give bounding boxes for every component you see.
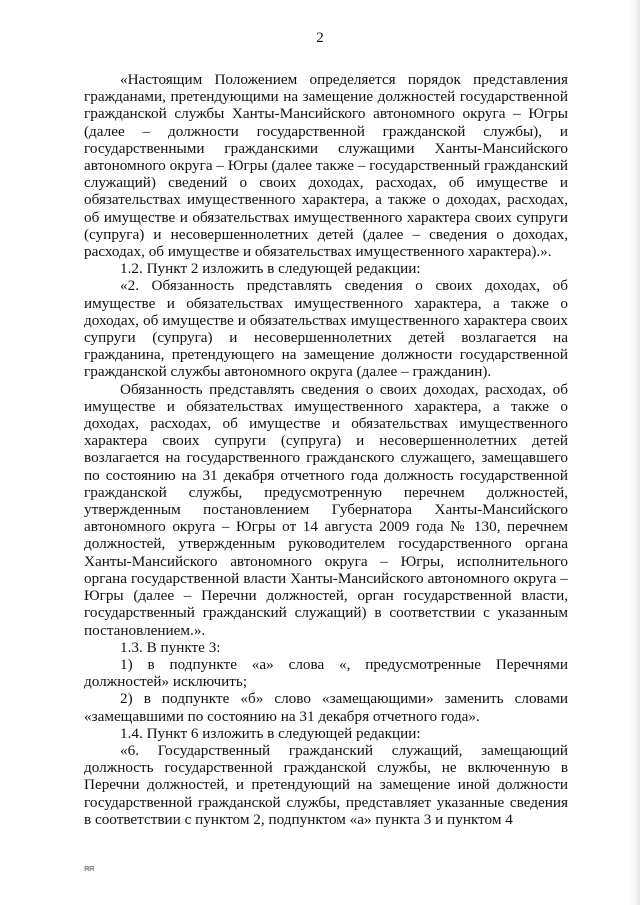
paragraph-point-6: «6. Государственный гражданский служащий, замещающий должность государственной гражданской службы, не включенную в Перечни должностей, и претендующий на замещение иной должности государственной гражданской службы, представляет указанные сведения в соответствии с пунктом 2, подпунктом «а» пункта 3 и пунктом 4 — [84, 741, 568, 828]
footer-mark: ЯЯ — [84, 866, 95, 873]
paragraph-subitem-2: 2) в подпункте «б» слово «замещающими» заменить словами «замещавшими по состоянию на 31 декабря отчетного года». — [84, 690, 568, 725]
paragraph-point-2-part-1: «2. Обязанность представлять сведения о своих доходах, об имуществе и обязательствах имущественного характера, а также о доходах, об имуществе и обязательствах имущественного характера своих супруги (супруга) и несовершеннолетних детей возлагается на гражданина, претендующего на замещение должности государственной гражданской службы автономного округа (далее – гражданин). — [84, 277, 568, 381]
paragraph-item-1-2: 1.2. Пункт 2 изложить в следующей редакции: — [120, 260, 421, 278]
paragraph-subitem-1: 1) в подпункте «а» слова «, предусмотренные Перечнями должностей» исключить; — [84, 655, 568, 691]
scan-edge-shadow — [630, 0, 640, 905]
page-number: 2 — [316, 30, 324, 46]
paragraph-point-2-part-2: Обязанность представлять сведения о своих доходах, расходах, об имуществе и обязательствах имущественного характера, а также о доходах, расходах, об имуществе и обязательствах имущественного характера своих супруги (супруга) и несовершеннолетних детей возлагается на государственного гражданского служащего, замещавшего по состоянию на 31 декабря отчетного года должность государственной гражданской службы, предусмотренную перечнем должностей, утвержденным постановлением Губернатора Ханты-Мансийского автономного округа – Югры от 14 августа 2009 года № 130, перечнем должностей, утвержденным руководителем государственного органа Ханты-Мансийского автономного округа – Югры, исполнительного органа государственной власти Ханты-Мансийского автономного округа – Югры (далее – Перечни должностей, орган государственной власти, государственный гражданский служащий) в соответствии с указанным постановлением.». — [84, 380, 568, 639]
paragraph-quote-polozhenie: «Настоящим Положением определяется порядок представления гражданами, претендующими на замещение должностей государственной гражданской службы Ханты-Мансийского автономного округа – Югры (далее – должности государственной гражданской службы), и государственными гражданскими служащими Ханты-Мансийского автономного округа – Югры (далее также – государственный гражданский служащий) сведений о своих доходах, расходах, об имуществе и обязательствах имущественного характера, а также о доходах, расходах, об имуществе и обязательствах имущественного характера своих супруги (супруга) и несовершеннолетних детей (далее – сведения о доходах, расходах, об имуществе и обязательствах имущественного характера).». — [84, 71, 568, 261]
document-body — [84, 71, 568, 828]
paragraph-item-1-4: 1.4. Пункт 6 изложить в следующей редакции: — [120, 724, 421, 742]
paragraph-item-1-3: 1.3. В пункте 3: — [120, 638, 221, 656]
